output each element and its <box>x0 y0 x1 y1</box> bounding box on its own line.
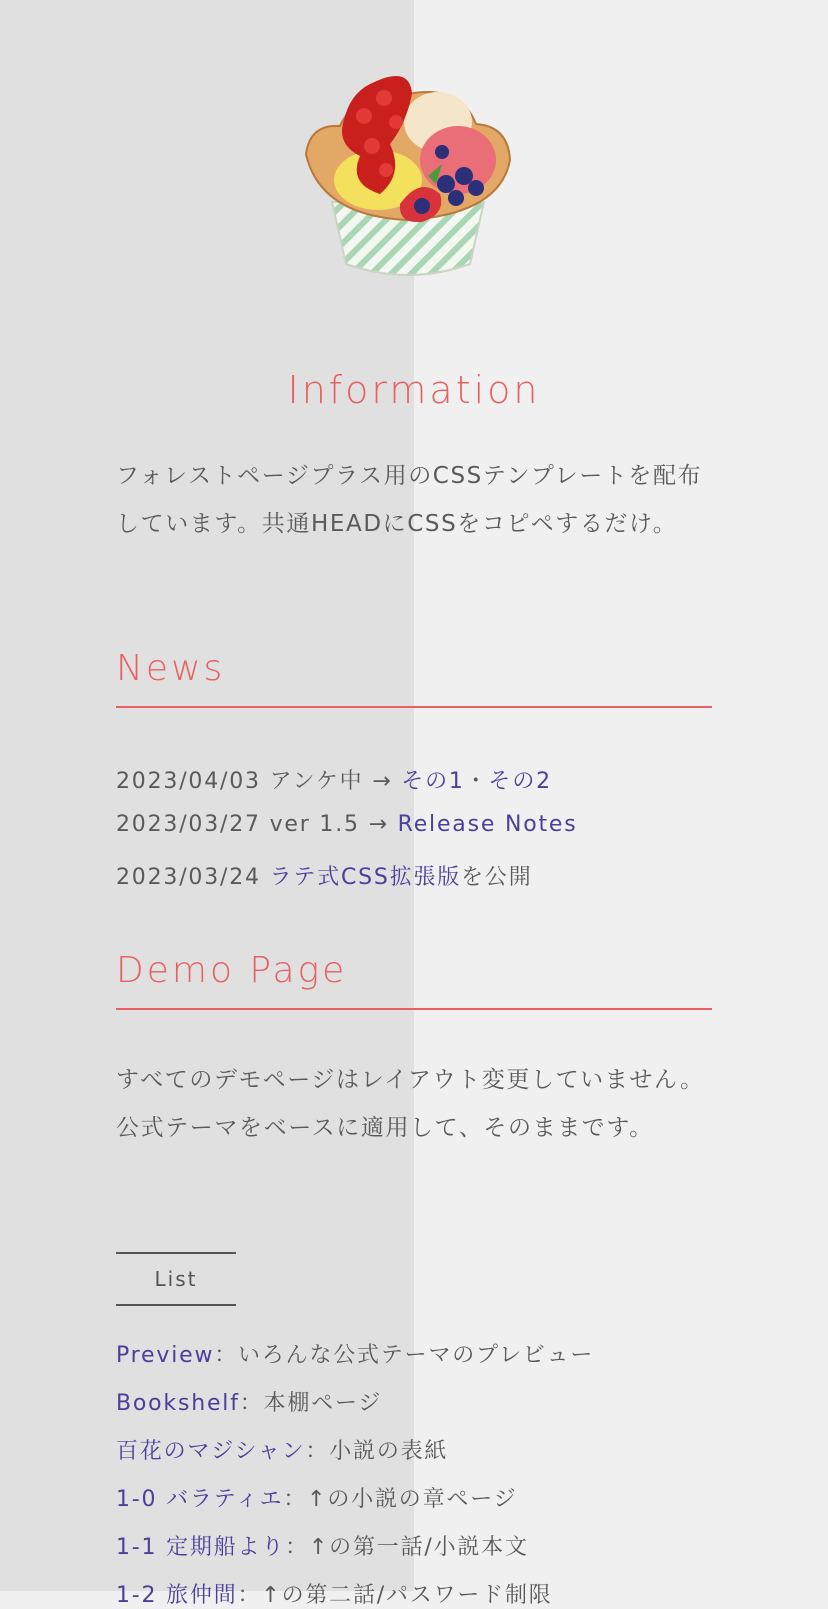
news-item <box>116 860 712 891</box>
news-item <box>116 764 712 795</box>
ice-cream-parfait-icon <box>300 64 516 284</box>
list-item <box>116 1578 766 1609</box>
list-item-desc: ：本棚ページ <box>239 1391 383 1416</box>
release-notes-link[interactable]: Release Notes <box>397 812 578 837</box>
novel-cover-link[interactable]: 百花のマジシャン <box>116 1439 306 1464</box>
list-item <box>116 1434 766 1465</box>
list-item <box>116 1530 766 1561</box>
survey-link-2[interactable]: その2 <box>488 769 552 794</box>
news-title: News <box>116 648 226 689</box>
bookshelf-link[interactable]: Bookshelf <box>116 1391 240 1416</box>
news-item <box>116 812 712 837</box>
episode-2-link[interactable]: 1-2 旅仲間 <box>116 1583 238 1608</box>
demo-page-title: Demo Page <box>116 950 348 991</box>
list-item <box>116 1482 766 1513</box>
news-text: アンケ中 → <box>260 769 402 794</box>
news-separator: ・ <box>464 769 489 794</box>
list-item-desc: ：↑の第一話/小説本文 <box>285 1535 529 1560</box>
news-date: 2023/03/27 <box>116 812 261 837</box>
list-item <box>116 1386 766 1417</box>
news-date: 2023/04/03 <box>116 769 261 794</box>
list-item <box>116 1338 766 1369</box>
demo-text: すべてのデモページはレイアウト変更していません。公式テーマをベースに適用して、そのままです。 <box>116 1067 705 1141</box>
list-item-desc: ：↑の小説の章ページ <box>283 1487 518 1512</box>
chapter-page-link[interactable]: 1-0 バラティエ <box>116 1487 284 1512</box>
preview-link[interactable]: Preview <box>116 1343 215 1368</box>
news-text <box>261 865 270 890</box>
news-text: ver 1.5 → <box>260 812 398 837</box>
list-item-desc: ：いろんな公式テーマのプレビュー <box>214 1343 595 1368</box>
list-item-desc: ：小説の表紙 <box>305 1439 449 1464</box>
information-title: Information <box>287 368 541 412</box>
news-date: 2023/03/24 <box>116 865 261 890</box>
survey-link-1[interactable]: その1 <box>401 769 465 794</box>
news-text-after: を公開 <box>461 865 533 890</box>
demo-divider <box>116 1008 712 1010</box>
list-tab[interactable]: List <box>116 1252 236 1306</box>
news-divider <box>116 706 712 708</box>
list-item-desc: ：↑の第二話/パスワード制限 <box>237 1583 553 1608</box>
extended-css-link[interactable]: ラテ式CSS拡張版 <box>269 865 462 890</box>
information-text: フォレストページプラス用のCSSテンプレートを配布しています。共通HEADにCSSをコピペするだけ。 <box>116 463 703 537</box>
episode-1-link[interactable]: 1-1 定期船より <box>116 1535 286 1560</box>
